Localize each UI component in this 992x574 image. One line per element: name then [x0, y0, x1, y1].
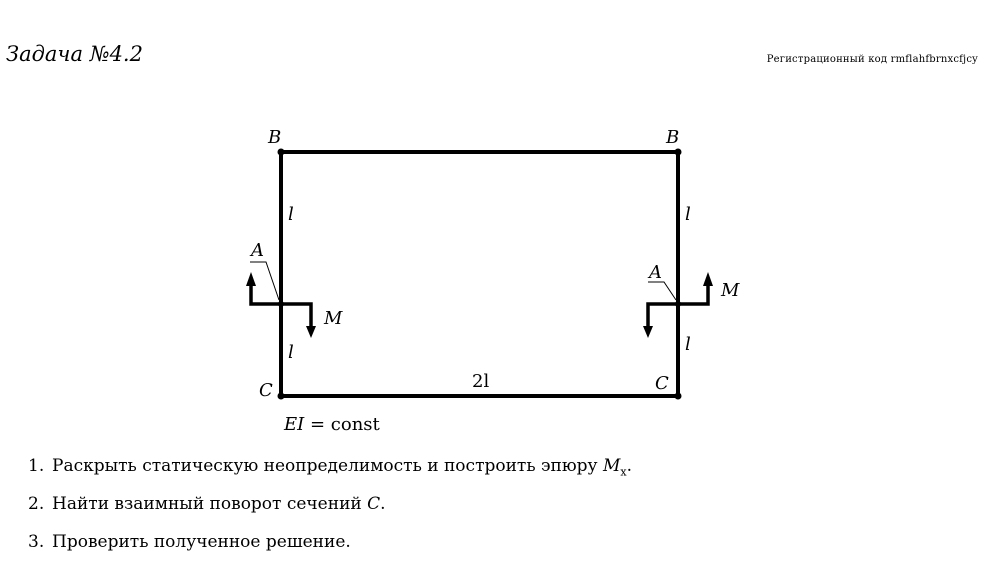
- label-moment-right: M: [721, 280, 740, 301]
- label-bottom-length: 2l: [472, 371, 490, 392]
- label-b-right: B: [666, 127, 680, 148]
- label-a-right: A: [649, 262, 662, 283]
- registration-code: Регистрационный код rmflahfbrnxcfjcy: [766, 54, 978, 65]
- label-moment-left: M: [324, 308, 343, 329]
- task-list: [28, 452, 632, 566]
- label-a-left: A: [251, 240, 264, 261]
- joint-b-left: [278, 149, 285, 156]
- label-l-right-bottom: l: [685, 334, 691, 355]
- problem-title: Задача №4.2: [6, 42, 143, 66]
- joint-b-right: [675, 149, 682, 156]
- joint-c-right: [675, 393, 682, 400]
- joint-c-left: [278, 393, 285, 400]
- label-c-left: C: [259, 380, 273, 401]
- leader-a-left: [250, 262, 279, 300]
- leader-a-right: [648, 282, 676, 300]
- label-l-left-top: l: [288, 204, 294, 225]
- task-item: 1. Раскрыть статическую неопределимость и построить эпюру $M_x$.: [28, 456, 632, 479]
- label-b-left: B: [268, 127, 282, 148]
- label-l-right-top: l: [685, 204, 691, 225]
- task-item: 3. Проверить полученное решение.: [28, 532, 351, 552]
- label-l-left-bottom: l: [288, 342, 294, 363]
- stiffness-note: EI = const: [284, 414, 380, 435]
- label-c-right: C: [655, 373, 669, 394]
- task-item: 2. Найти взаимный поворот сечений C.: [28, 494, 386, 514]
